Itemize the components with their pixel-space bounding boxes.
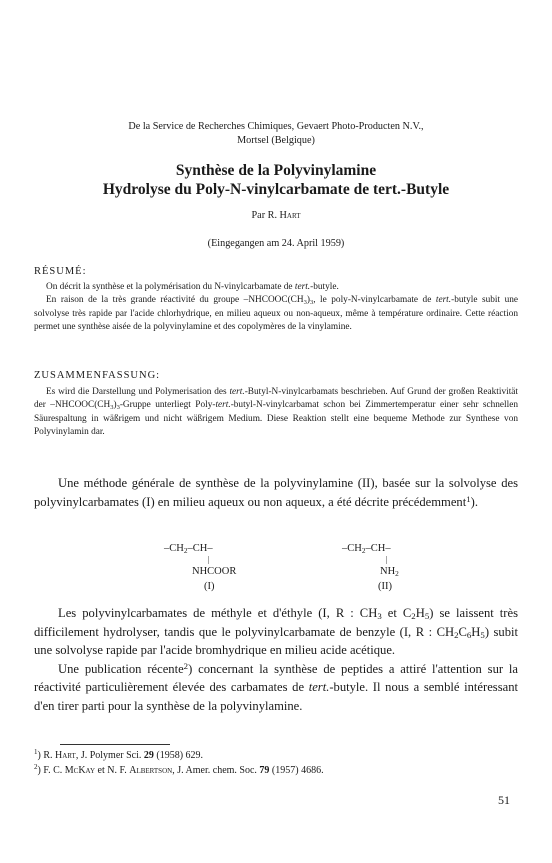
title-line-1: Synthèse de la Polyvinylamine — [175, 162, 377, 179]
author-name: Hart — [279, 210, 301, 221]
formula-II — [342, 541, 442, 594]
body-paragraph-3: Une publication récente$^2$) concernant la synthèse de peptides a attiré l'attention sur la réactivité particulièrement élevée des carbamates de tert.-butyle. Il nous a semblé intéressant d'en tirer parti pour la synthèse de la polyvinylamine. — [34, 660, 518, 713]
formula-I-chain: $-CH_2-CH-$ — [164, 543, 213, 555]
footnote-2-mark: 2 — [34, 763, 38, 771]
footnote-1: $^1$) R. Hart, J. Polymer Sci. 29 (1958) 629. — [34, 748, 204, 761]
author-prefix: Par R. — [251, 210, 280, 221]
zusammenfassung-abstract — [34, 386, 518, 439]
resume-heading: RÉSUMÉ: — [34, 266, 87, 277]
body-paragraph-1-end: ). — [470, 494, 478, 509]
formula-II-substituent: $NH_2$ — [380, 566, 399, 578]
footnote-ref-1[interactable]: 1 — [466, 493, 471, 504]
body-paragraphs-2-3 — [34, 604, 518, 716]
article-title — [40, 161, 512, 199]
formula-I-label: (I) — [204, 581, 215, 592]
body-paragraph-2: Les polyvinylcarbamates de méthyle et d'éthyle (I, R : $CH_3$ et $C_2H_5$) se laissent très difficilement hydrolyser, tandis que le polyvinylcarbamate de benzyle (I, R : $CH_2C_6H_5$) subit une solvolyse rapide par l'acide bromhydrique en milieu acide acétique. — [34, 606, 518, 658]
received-date: (Eingegangen am 24. April 1959) — [207, 238, 345, 249]
zusammenfassung-heading: ZUSAMMENFASSUNG: — [34, 370, 161, 381]
formula-II-label: (II) — [378, 581, 392, 592]
formula-II-chain: $-CH_2-CH-$ — [342, 543, 391, 555]
footnote-1-mark: 1 — [34, 748, 38, 756]
title-line-2: Hydrolyse du Poly-N-vinylcarbamate de tert.-Butyle — [102, 181, 450, 198]
zusammenfassung-paragraph: Es wird die Darstellung und Polymerisation des tert.-Butyl-N-vinylcarbamats beschrieben. Auf Grund der großen Reaktivität der $-NHCOOC(CH_3)_3$-Gruppe unterliegt Poly-tert.-butyl-N-vinylcarbamat schon bei Zimmertemperatur einer sehr schnellen Säurespaltung in wäßrigem und nicht wäßrigem Medium. Diese Reaktion stellt eine bequeme Methode zur Synthese von Polyvinylamin dar. — [34, 387, 518, 437]
body-paragraph-3-start: Une publication récente — [58, 661, 184, 676]
author-line — [40, 210, 512, 221]
footnotes — [34, 748, 518, 778]
affiliation — [60, 120, 492, 148]
body-paragraph-1 — [34, 474, 518, 511]
resume-paragraph-1: On décrit la synthèse et la polymérisation du N-vinylcarbamate de tert.-butyle. — [46, 282, 339, 292]
footnote-ref-2[interactable]: 2 — [183, 660, 189, 671]
formula-I-bond: | — [208, 555, 210, 564]
footnote-rule — [60, 744, 170, 745]
resume-abstract — [34, 281, 518, 334]
formula-I — [164, 541, 274, 594]
page-number: 51 — [498, 793, 510, 807]
resume-paragraph-2: En raison de la très grande réactivité du groupe $-NHCOOC(CH_3)_3$, le poly-N-vinylcarbamate de tert.-butyle subit une solvolyse très rapide par l'acide chlorhydrique, en milieu aqueux ou non-aqueux, même à température ordinaire. Cette réaction permet une synthèse aisée de la polyvinylamine et des copolymères de la vinylamine. — [34, 295, 518, 332]
body-paragraph-1-text: Une méthode générale de synthèse de la polyvinylamine (II), basée sur la solvolyse des polyvinylcarbamates (I) en milieu aqueux ou non aqueux, a été décrite précédemment — [34, 476, 518, 509]
formula-II-bond: | — [386, 555, 388, 564]
affiliation-line-1: De la Service de Recherches Chimiques, Gevaert Photo-Producten N.V., — [128, 121, 424, 132]
footnote-2: $^2$) F. C. McKay et N. F. Albertson, J. Amer. chem. Soc. 79 (1957) 4686. — [34, 763, 324, 776]
affiliation-line-2: Mortsel (Belgique) — [237, 135, 315, 146]
formula-I-substituent: NHCOOR — [192, 566, 237, 577]
